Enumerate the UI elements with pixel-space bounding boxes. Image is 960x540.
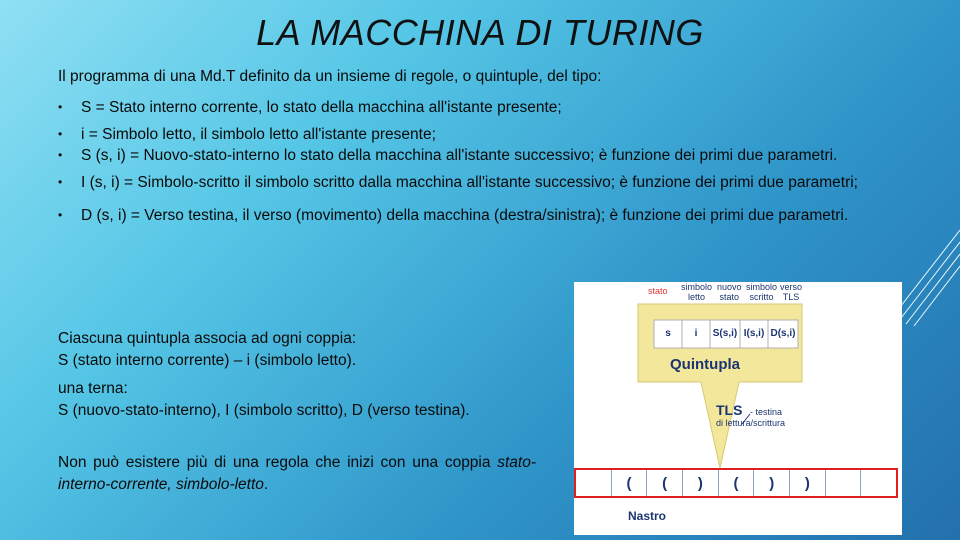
tape-cell: ) bbox=[790, 470, 826, 496]
bullet-marker: • bbox=[58, 148, 63, 162]
header-simbolo-letto: simbolo letto bbox=[681, 282, 713, 302]
bullet-item: • i = Simbolo letto, il simbolo letto all'istante presente; bbox=[58, 126, 436, 143]
bullet-marker: • bbox=[58, 208, 63, 222]
slide-title: LA MACCHINA DI TURING bbox=[256, 12, 704, 53]
nastro-label: Nastro bbox=[628, 509, 667, 523]
lettura-label: di lettura/scrittura bbox=[716, 418, 786, 428]
quintuple-cell: I(s,i) bbox=[743, 328, 765, 339]
header-verso-tls: verso TLS bbox=[780, 282, 803, 302]
quintuple-cell: D(s,i) bbox=[770, 328, 796, 339]
tape-cell: ) bbox=[754, 470, 790, 496]
turing-machine-diagram bbox=[574, 282, 902, 535]
paragraph-terna: una terna: S (nuovo-stato-interno), I (simbolo scritto), D (verso testina). bbox=[58, 380, 470, 419]
tls-label: TLS bbox=[716, 402, 743, 418]
tape-cell bbox=[826, 470, 862, 496]
tape-cell bbox=[861, 470, 896, 496]
bullet-item: • S = Stato interno corrente, lo stato della macchina all'istante presente; bbox=[58, 99, 562, 116]
header-simbolo-scritto: simbolo scritto bbox=[746, 282, 778, 302]
bullet-item: • D (s, i) = Verso testina, il verso (movimento) della macchina (destra/sinistra); è funzione dei primi due parametri. bbox=[58, 207, 849, 224]
bullet-marker: • bbox=[58, 175, 63, 189]
intro-text: Il programma di una Md.T definito da un insieme di regole, o quintuple, del tipo: bbox=[58, 68, 602, 85]
paragraph-regola: Non può esistere più di una regola che inizi con una coppia stato-interno-corrente, simbolo-letto. bbox=[58, 454, 536, 493]
tape-cell bbox=[576, 470, 612, 496]
bullet-list bbox=[56, 98, 888, 233]
bullet-item: • S (s, i) = Nuovo-stato-interno lo stato della macchina all'istante successivo; è funzione dei primi due parametri. bbox=[58, 147, 838, 164]
tape bbox=[574, 468, 898, 498]
tape-cell: ) bbox=[683, 470, 719, 496]
tape-cell: ( bbox=[647, 470, 683, 496]
testina-label: - testina bbox=[750, 407, 783, 417]
quintupla-label: Quintupla bbox=[670, 356, 740, 373]
tape-cell: ( bbox=[612, 470, 648, 496]
bullet-item: • I (s, i) = Simbolo-scritto il simbolo scritto dalla macchina all'istante successivo; è funzione dei primi due parametri; bbox=[58, 174, 858, 191]
header-stato: stato bbox=[648, 286, 668, 296]
bullet-marker: • bbox=[58, 100, 63, 114]
header-nuovo-stato: nuovo stato bbox=[717, 282, 742, 302]
quintuple-cell: s bbox=[665, 328, 671, 339]
quintuple-cell: i bbox=[694, 328, 698, 339]
bullet-marker: • bbox=[58, 127, 63, 141]
quintuple-cell: S(s,i) bbox=[712, 328, 738, 339]
paragraph-coppia: Ciascuna quintupla associa ad ogni coppia: S (stato interno corrente) – i (simbolo letto). bbox=[58, 330, 357, 369]
tape-cell: ( bbox=[719, 470, 755, 496]
